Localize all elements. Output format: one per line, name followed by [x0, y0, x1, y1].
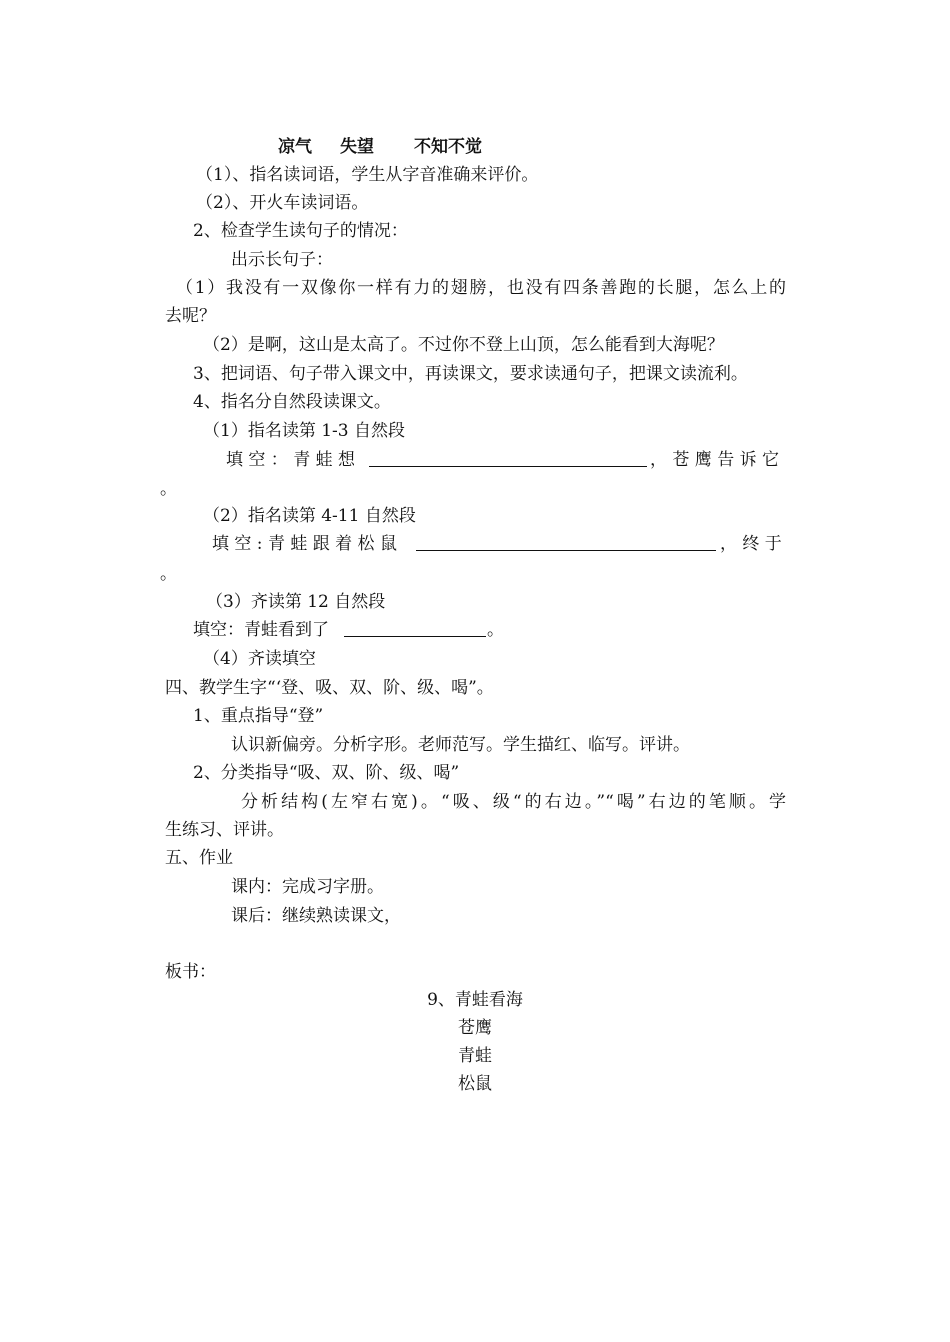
text-line: 分析结构(左窄右宽)。“吸、级“的右边。”“喝”右边的笔顺。学	[241, 792, 786, 812]
text-line: 课内：完成习字册。	[231, 877, 384, 897]
text-line: 出示长句子：	[231, 250, 333, 270]
text-line: （1）指名读第 1-3 自然段	[203, 421, 405, 441]
vocab-word: 凉气	[278, 137, 312, 157]
fill-blank-line	[212, 532, 397, 556]
text-line: 。	[160, 479, 177, 499]
text-line: （3）齐读第 12 自然段	[206, 592, 386, 612]
fill-blank-line	[193, 618, 329, 642]
text-line: （2）是啊，这山是太高了。不过你不登上山顶，怎么能看到大海呢？	[203, 335, 724, 355]
text-line: （2）指名读第 4-11 自然段	[203, 506, 416, 526]
board-item: 松鼠	[458, 1074, 492, 1094]
text-line: 1、重点指导“登”	[193, 706, 324, 726]
text-line: 课后：继续熟读课文，	[231, 906, 401, 926]
fill-blank-prompt: 填 空 ： 青 蛙 想	[226, 450, 356, 470]
text-line: 3、把词语、句子带入课文中，再读课文，要求读通句子，把课文读流利。	[193, 364, 748, 384]
text-line: 去呢？	[165, 306, 216, 326]
section-heading: 五、作业	[165, 848, 233, 868]
board-item: 青蛙	[458, 1046, 492, 1066]
text-line: （4）齐读填空	[203, 649, 316, 669]
vocab-word: 失望	[340, 137, 374, 157]
text-line: 4、指名分自然段读课文。	[193, 392, 391, 412]
text-line: （1）、指名读词语，学生从字音准确来评价。	[196, 165, 539, 185]
answer-blank	[416, 534, 716, 551]
section-heading: 四、教学生字“‘登、吸、双、阶、级、喝”。	[165, 678, 494, 698]
fill-blank-prompt: 填空：青蛙看到了	[193, 620, 329, 640]
board-title: 9、青蛙看海	[427, 990, 523, 1010]
board-label: 板书：	[165, 962, 216, 982]
text-line: 生练习、评讲。	[165, 820, 284, 840]
fill-blank-tail: 。	[487, 620, 504, 640]
text-line: 2、检查学生读句子的情况：	[193, 221, 408, 241]
fill-blank-tail: ， 终 于	[720, 534, 782, 554]
text-line: （2）、开火车读词语。	[196, 193, 369, 213]
text-line: 2、分类指导“吸、双、阶、级、喝”	[193, 763, 460, 783]
vocab-word: 不知不觉	[414, 137, 482, 157]
text-line: 。	[160, 564, 177, 584]
text-line: 认识新偏旁。分析字形。老师范写。学生描红、临写。评讲。	[231, 735, 690, 755]
fill-blank-tail: ， 苍 鹰 告 诉 它	[650, 450, 780, 470]
fill-blank-prompt: 填 空 : 青 蛙 跟 着 松 鼠	[212, 534, 397, 554]
text-line: （1）我没有一双像你一样有力的翅膀，也没有四条善跑的长腿，怎么上的	[176, 278, 786, 298]
vocab-line	[278, 135, 482, 159]
answer-blank	[369, 450, 647, 467]
fill-blank-line	[226, 448, 355, 472]
board-item: 苍鹰	[458, 1018, 492, 1038]
answer-blank	[344, 620, 486, 637]
